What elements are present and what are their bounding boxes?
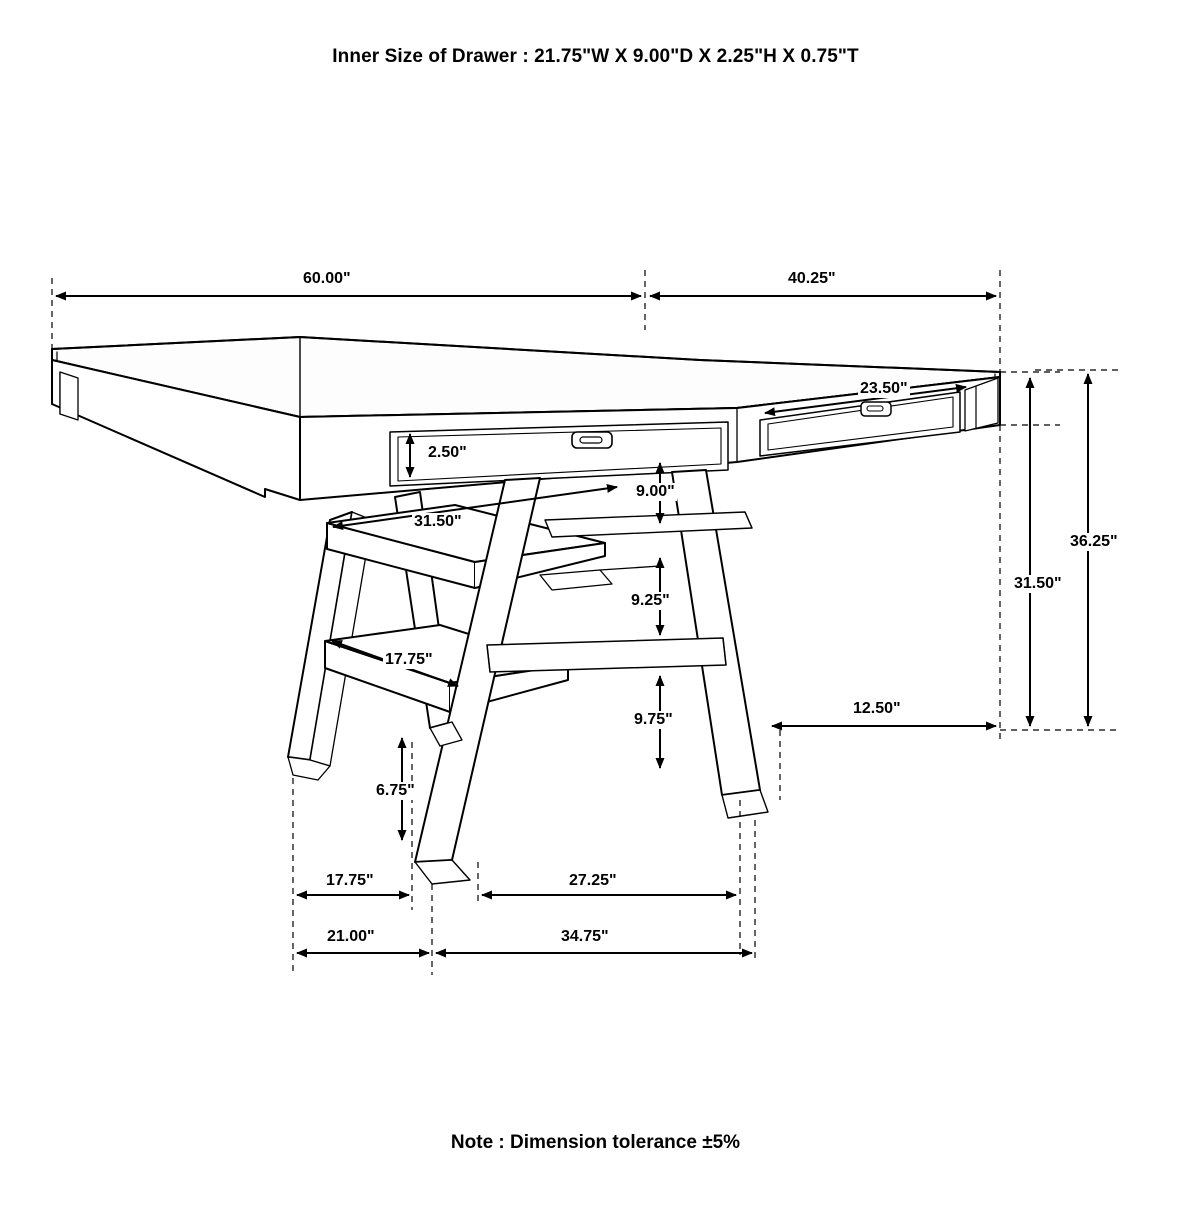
dimension-label-shelf-depth-lower: 17.75": [385, 651, 433, 668]
table-illustration: [52, 337, 1000, 884]
dimension-label-top-width-left: 60.00": [303, 270, 351, 287]
dimension-label-base-depth: 21.00": [327, 928, 375, 945]
dimension-label-apron-top-height: 31.50": [1014, 575, 1062, 592]
dimension-label-lower-stretcher: 9.75": [634, 711, 673, 728]
dimension-label-base-width: 34.75": [561, 928, 609, 945]
dimension-label-top-width-right: 40.25": [788, 270, 836, 287]
dimension-label-drawer-front-right: 23.50": [860, 380, 908, 397]
tolerance-note: Note : Dimension tolerance ±5%: [450, 1132, 741, 1153]
dimension-label-overall-height: 36.25": [1070, 533, 1118, 550]
dimension-label-foot-offset: 12.50": [853, 700, 901, 717]
dimension-label-leg-span: 27.25": [569, 872, 617, 889]
dimension-label-foot-depth: 17.75": [326, 872, 374, 889]
dimension-label-drawer-depth: 9.00": [636, 483, 675, 500]
dimension-label-shelf-depth-upper: 31.50": [414, 513, 462, 530]
dimension-label-stretcher-gap: 9.25": [631, 592, 670, 609]
dimension-label-apron-height: 2.50": [428, 444, 467, 461]
dimension-label-shelf-height: 6.75": [376, 782, 415, 799]
page-title: Inner Size of Drawer : 21.75"W X 9.00"D X 2.25"H X 0.75"T: [332, 46, 859, 67]
